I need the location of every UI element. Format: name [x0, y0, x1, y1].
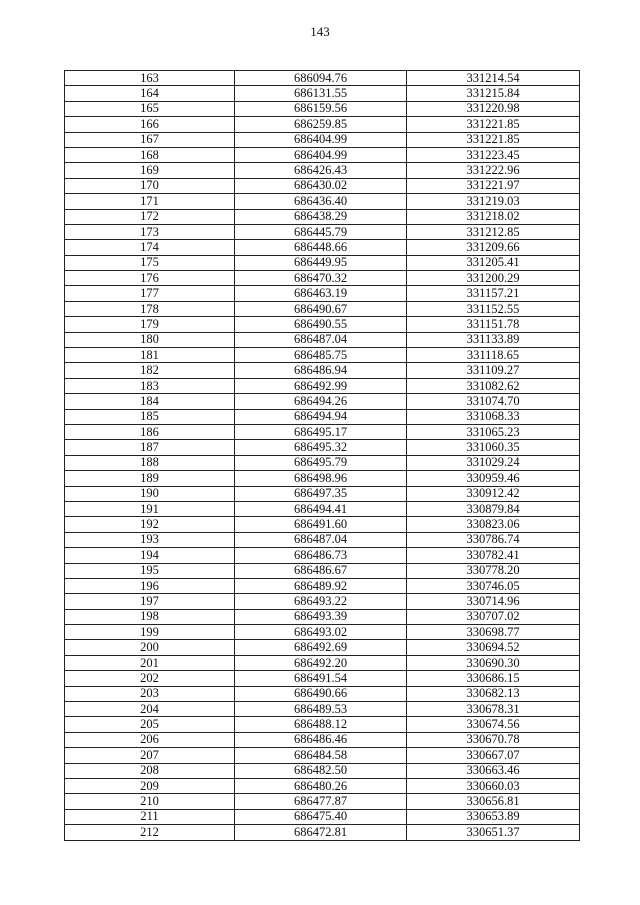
table-row	[65, 686, 580, 701]
y-coordinate-cell: 330682.13	[407, 686, 580, 701]
x-coordinate-cell: 686486.46	[235, 732, 407, 747]
point-number-cell: 169	[65, 163, 235, 178]
x-coordinate-cell: 686404.99	[235, 132, 407, 147]
x-coordinate-cell: 686472.81	[235, 825, 407, 840]
y-coordinate-cell: 330912.42	[407, 486, 580, 501]
table-row	[65, 86, 580, 101]
y-coordinate-cell: 331221.85	[407, 117, 580, 132]
y-coordinate-cell: 330656.81	[407, 794, 580, 809]
table-row	[65, 763, 580, 778]
x-coordinate-cell: 686498.96	[235, 471, 407, 486]
point-number-cell: 166	[65, 117, 235, 132]
coordinates-table	[64, 70, 580, 841]
x-coordinate-cell: 686449.95	[235, 255, 407, 270]
point-number-cell: 203	[65, 686, 235, 701]
point-number-cell: 191	[65, 501, 235, 516]
table-row	[65, 147, 580, 162]
x-coordinate-cell: 686486.73	[235, 548, 407, 563]
table-row	[65, 224, 580, 239]
x-coordinate-cell: 686492.20	[235, 655, 407, 670]
x-coordinate-cell: 686489.92	[235, 578, 407, 593]
x-coordinate-cell: 686094.76	[235, 71, 407, 86]
point-number-cell: 178	[65, 301, 235, 316]
table-row	[65, 625, 580, 640]
point-number-cell: 197	[65, 594, 235, 609]
y-coordinate-cell: 331068.33	[407, 409, 580, 424]
point-number-cell: 187	[65, 440, 235, 455]
table-row	[65, 271, 580, 286]
point-number-cell: 174	[65, 240, 235, 255]
y-coordinate-cell: 330823.06	[407, 517, 580, 532]
x-coordinate-cell: 686495.79	[235, 455, 407, 470]
point-number-cell: 199	[65, 625, 235, 640]
table-row	[65, 209, 580, 224]
table-row	[65, 286, 580, 301]
point-number-cell: 170	[65, 178, 235, 193]
point-number-cell: 180	[65, 332, 235, 347]
table-row	[65, 717, 580, 732]
table-row	[65, 655, 580, 670]
x-coordinate-cell: 686485.75	[235, 348, 407, 363]
table-row	[65, 117, 580, 132]
x-coordinate-cell: 686448.66	[235, 240, 407, 255]
table-row	[65, 163, 580, 178]
table-row	[65, 132, 580, 147]
table-row	[65, 471, 580, 486]
y-coordinate-cell: 331219.03	[407, 194, 580, 209]
point-number-cell: 212	[65, 825, 235, 840]
x-coordinate-cell: 686494.26	[235, 394, 407, 409]
point-number-cell: 181	[65, 348, 235, 363]
y-coordinate-cell: 331222.96	[407, 163, 580, 178]
x-coordinate-cell: 686463.19	[235, 286, 407, 301]
x-coordinate-cell: 686445.79	[235, 224, 407, 239]
table-row	[65, 317, 580, 332]
table-row	[65, 332, 580, 347]
table-row	[65, 486, 580, 501]
x-coordinate-cell: 686494.94	[235, 409, 407, 424]
table-row	[65, 194, 580, 209]
y-coordinate-cell: 331223.45	[407, 147, 580, 162]
y-coordinate-cell: 330714.96	[407, 594, 580, 609]
point-number-cell: 188	[65, 455, 235, 470]
table-row	[65, 732, 580, 747]
y-coordinate-cell: 331074.70	[407, 394, 580, 409]
y-coordinate-cell: 330674.56	[407, 717, 580, 732]
x-coordinate-cell: 686487.04	[235, 332, 407, 347]
point-number-cell: 202	[65, 671, 235, 686]
y-coordinate-cell: 330678.31	[407, 702, 580, 717]
y-coordinate-cell: 330690.30	[407, 655, 580, 670]
point-number-cell: 175	[65, 255, 235, 270]
table-row	[65, 255, 580, 270]
table-row	[65, 101, 580, 116]
x-coordinate-cell: 686491.54	[235, 671, 407, 686]
y-coordinate-cell: 330786.74	[407, 532, 580, 547]
y-coordinate-cell: 331218.02	[407, 209, 580, 224]
table-row	[65, 455, 580, 470]
y-coordinate-cell: 331133.89	[407, 332, 580, 347]
page-number: 143	[310, 24, 330, 39]
y-coordinate-cell: 331212.85	[407, 224, 580, 239]
x-coordinate-cell: 686490.55	[235, 317, 407, 332]
table-row	[65, 748, 580, 763]
y-coordinate-cell: 330686.15	[407, 671, 580, 686]
table-row	[65, 640, 580, 655]
y-coordinate-cell: 331109.27	[407, 363, 580, 378]
x-coordinate-cell: 686486.67	[235, 563, 407, 578]
x-coordinate-cell: 686493.39	[235, 609, 407, 624]
point-number-cell: 172	[65, 209, 235, 224]
y-coordinate-cell: 331157.21	[407, 286, 580, 301]
point-number-cell: 209	[65, 778, 235, 793]
y-coordinate-cell: 331221.85	[407, 132, 580, 147]
table-row	[65, 178, 580, 193]
point-number-cell: 183	[65, 378, 235, 393]
point-number-cell: 184	[65, 394, 235, 409]
x-coordinate-cell: 686492.99	[235, 378, 407, 393]
y-coordinate-cell: 331118.65	[407, 348, 580, 363]
point-number-cell: 196	[65, 578, 235, 593]
table-row	[65, 594, 580, 609]
x-coordinate-cell: 686495.17	[235, 424, 407, 439]
x-coordinate-cell: 686159.56	[235, 101, 407, 116]
y-coordinate-cell: 331200.29	[407, 271, 580, 286]
point-number-cell: 177	[65, 286, 235, 301]
y-coordinate-cell: 330707.02	[407, 609, 580, 624]
x-coordinate-cell: 686482.50	[235, 763, 407, 778]
table-row	[65, 409, 580, 424]
x-coordinate-cell: 686438.29	[235, 209, 407, 224]
y-coordinate-cell: 331220.98	[407, 101, 580, 116]
y-coordinate-cell: 330778.20	[407, 563, 580, 578]
point-number-cell: 189	[65, 471, 235, 486]
point-number-cell: 176	[65, 271, 235, 286]
y-coordinate-cell: 330670.78	[407, 732, 580, 747]
table-row	[65, 809, 580, 824]
point-number-cell: 206	[65, 732, 235, 747]
y-coordinate-cell: 330746.05	[407, 578, 580, 593]
x-coordinate-cell: 686131.55	[235, 86, 407, 101]
point-number-cell: 185	[65, 409, 235, 424]
y-coordinate-cell: 331221.97	[407, 178, 580, 193]
point-number-cell: 207	[65, 748, 235, 763]
table-row	[65, 378, 580, 393]
table-row	[65, 348, 580, 363]
point-number-cell: 164	[65, 86, 235, 101]
y-coordinate-cell: 331065.23	[407, 424, 580, 439]
x-coordinate-cell: 686493.22	[235, 594, 407, 609]
y-coordinate-cell: 331082.62	[407, 378, 580, 393]
y-coordinate-cell: 331152.55	[407, 301, 580, 316]
point-number-cell: 179	[65, 317, 235, 332]
point-number-cell: 171	[65, 194, 235, 209]
y-coordinate-cell: 331060.35	[407, 440, 580, 455]
point-number-cell: 193	[65, 532, 235, 547]
table-row	[65, 794, 580, 809]
table-row	[65, 563, 580, 578]
point-number-cell: 211	[65, 809, 235, 824]
x-coordinate-cell: 686491.60	[235, 517, 407, 532]
coordinates-table-body	[65, 71, 580, 841]
point-number-cell: 198	[65, 609, 235, 624]
y-coordinate-cell: 331205.41	[407, 255, 580, 270]
table-row	[65, 301, 580, 316]
table-row	[65, 440, 580, 455]
point-number-cell: 182	[65, 363, 235, 378]
x-coordinate-cell: 686486.94	[235, 363, 407, 378]
table-row	[65, 501, 580, 516]
x-coordinate-cell: 686436.40	[235, 194, 407, 209]
x-coordinate-cell: 686489.53	[235, 702, 407, 717]
point-number-cell: 200	[65, 640, 235, 655]
point-number-cell: 168	[65, 147, 235, 162]
point-number-cell: 210	[65, 794, 235, 809]
x-coordinate-cell: 686490.67	[235, 301, 407, 316]
x-coordinate-cell: 686488.12	[235, 717, 407, 732]
y-coordinate-cell: 330782.41	[407, 548, 580, 563]
point-number-cell: 192	[65, 517, 235, 532]
y-coordinate-cell: 330660.03	[407, 778, 580, 793]
y-coordinate-cell: 330694.52	[407, 640, 580, 655]
y-coordinate-cell: 331214.54	[407, 71, 580, 86]
y-coordinate-cell: 331215.84	[407, 86, 580, 101]
x-coordinate-cell: 686426.43	[235, 163, 407, 178]
y-coordinate-cell: 331029.24	[407, 455, 580, 470]
y-coordinate-cell: 330959.46	[407, 471, 580, 486]
table-row	[65, 578, 580, 593]
x-coordinate-cell: 686495.32	[235, 440, 407, 455]
table-row	[65, 609, 580, 624]
table-row	[65, 825, 580, 840]
point-number-cell: 165	[65, 101, 235, 116]
x-coordinate-cell: 686480.26	[235, 778, 407, 793]
point-number-cell: 190	[65, 486, 235, 501]
table-row	[65, 778, 580, 793]
point-number-cell: 194	[65, 548, 235, 563]
y-coordinate-cell: 330698.77	[407, 625, 580, 640]
table-row	[65, 394, 580, 409]
y-coordinate-cell: 330879.84	[407, 501, 580, 516]
table-row	[65, 532, 580, 547]
point-number-cell: 195	[65, 563, 235, 578]
table-row	[65, 71, 580, 86]
x-coordinate-cell: 686494.41	[235, 501, 407, 516]
point-number-cell: 186	[65, 424, 235, 439]
x-coordinate-cell: 686487.04	[235, 532, 407, 547]
x-coordinate-cell: 686490.66	[235, 686, 407, 701]
x-coordinate-cell: 686259.85	[235, 117, 407, 132]
y-coordinate-cell: 330653.89	[407, 809, 580, 824]
x-coordinate-cell: 686492.69	[235, 640, 407, 655]
table-row	[65, 517, 580, 532]
x-coordinate-cell: 686475.40	[235, 809, 407, 824]
table-row	[65, 671, 580, 686]
point-number-cell: 205	[65, 717, 235, 732]
x-coordinate-cell: 686484.58	[235, 748, 407, 763]
table-row	[65, 363, 580, 378]
y-coordinate-cell: 330651.37	[407, 825, 580, 840]
y-coordinate-cell: 330663.46	[407, 763, 580, 778]
table-row	[65, 548, 580, 563]
point-number-cell: 163	[65, 71, 235, 86]
x-coordinate-cell: 686470.32	[235, 271, 407, 286]
x-coordinate-cell: 686477.87	[235, 794, 407, 809]
x-coordinate-cell: 686404.99	[235, 147, 407, 162]
y-coordinate-cell: 331151.78	[407, 317, 580, 332]
point-number-cell: 167	[65, 132, 235, 147]
y-coordinate-cell: 331209.66	[407, 240, 580, 255]
point-number-cell: 208	[65, 763, 235, 778]
table-row	[65, 240, 580, 255]
x-coordinate-cell: 686493.02	[235, 625, 407, 640]
y-coordinate-cell: 330667.07	[407, 748, 580, 763]
point-number-cell: 204	[65, 702, 235, 717]
x-coordinate-cell: 686430.02	[235, 178, 407, 193]
point-number-cell: 201	[65, 655, 235, 670]
point-number-cell: 173	[65, 224, 235, 239]
x-coordinate-cell: 686497.35	[235, 486, 407, 501]
table-row	[65, 702, 580, 717]
table-row	[65, 424, 580, 439]
